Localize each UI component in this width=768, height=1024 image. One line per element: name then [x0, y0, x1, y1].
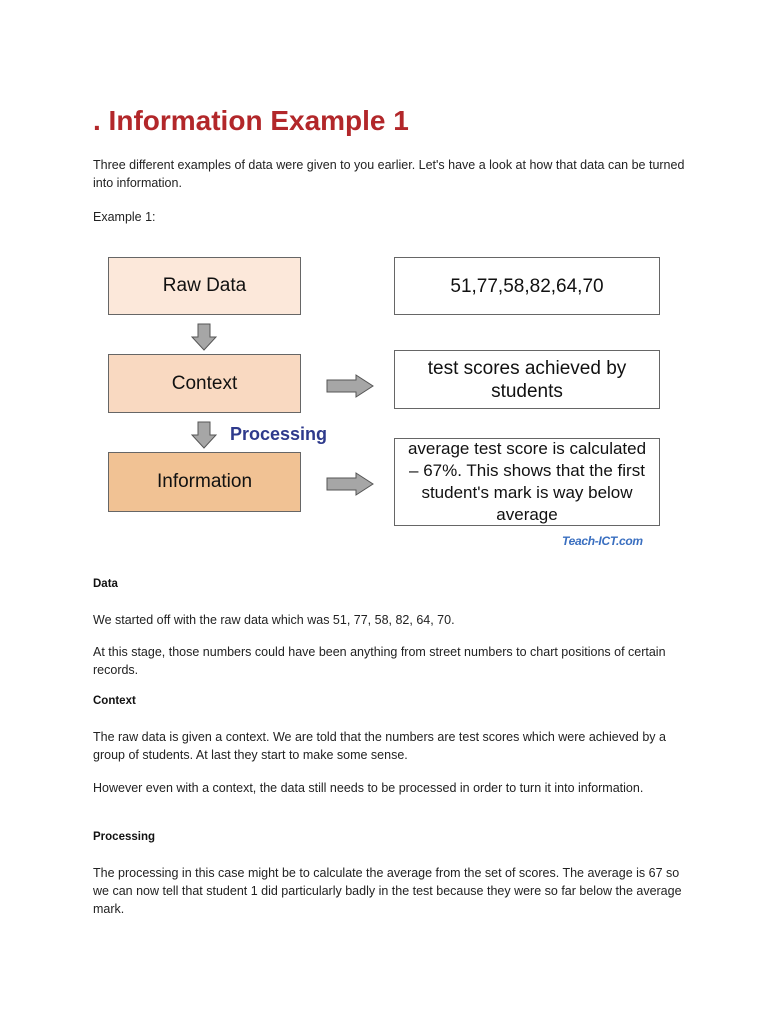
information-value: average test score is calculated – 67%. This shows that the first student's mark is way below average — [407, 439, 647, 524]
right-arrow-icon — [326, 472, 374, 496]
data-paragraph-1: We started off with the raw data which was 51, 77, 58, 82, 64, 70. — [93, 613, 455, 627]
context-value: test scores achieved by students — [427, 357, 627, 402]
processing-label: Processing — [230, 424, 328, 444]
processing-heading: Processing — [93, 831, 155, 843]
page-title: . Information Example 1 — [93, 105, 409, 136]
information-label: Information — [156, 471, 253, 492]
context-label: Context — [171, 372, 238, 394]
raw-data-value: 51,77,58,82,64,70 — [450, 275, 604, 297]
raw-data-label: Raw Data — [162, 275, 247, 296]
data-paragraph-2: At this stage, those numbers could have been anything from street numbers to chart positions of certain records. — [93, 645, 666, 677]
teach-ict-logo: Teach-ICT.com — [562, 534, 643, 548]
context-box — [108, 354, 301, 413]
right-arrow-icon — [326, 374, 374, 398]
information-value-box — [394, 438, 660, 526]
context-paragraph-1: The raw data is given a context. We are told that the numbers are test scores which were achieved by a group of students. At last they start to make some sense. — [93, 730, 666, 762]
context-value-box — [394, 350, 660, 409]
example-label: Example 1: — [93, 210, 156, 224]
context-heading: Context — [93, 695, 136, 707]
raw-data-box — [108, 257, 301, 315]
raw-data-value-box — [394, 257, 660, 315]
information-box — [108, 452, 301, 512]
down-arrow-icon — [191, 421, 217, 449]
intro-text: Three different examples of data were given to you earlier. Let's have a look at how that data can be turned into information. — [93, 158, 685, 190]
data-heading: Data — [93, 578, 118, 590]
context-paragraph-2: However even with a context, the data still needs to be processed in order to turn it into information. — [93, 781, 644, 795]
down-arrow-icon — [191, 323, 217, 351]
processing-paragraph-1: The processing in this case might be to calculate the average from the set of scores. The average is 67 so we can now tell that student 1 did particularly badly in the test because they were so far below the average mark. — [93, 866, 682, 916]
